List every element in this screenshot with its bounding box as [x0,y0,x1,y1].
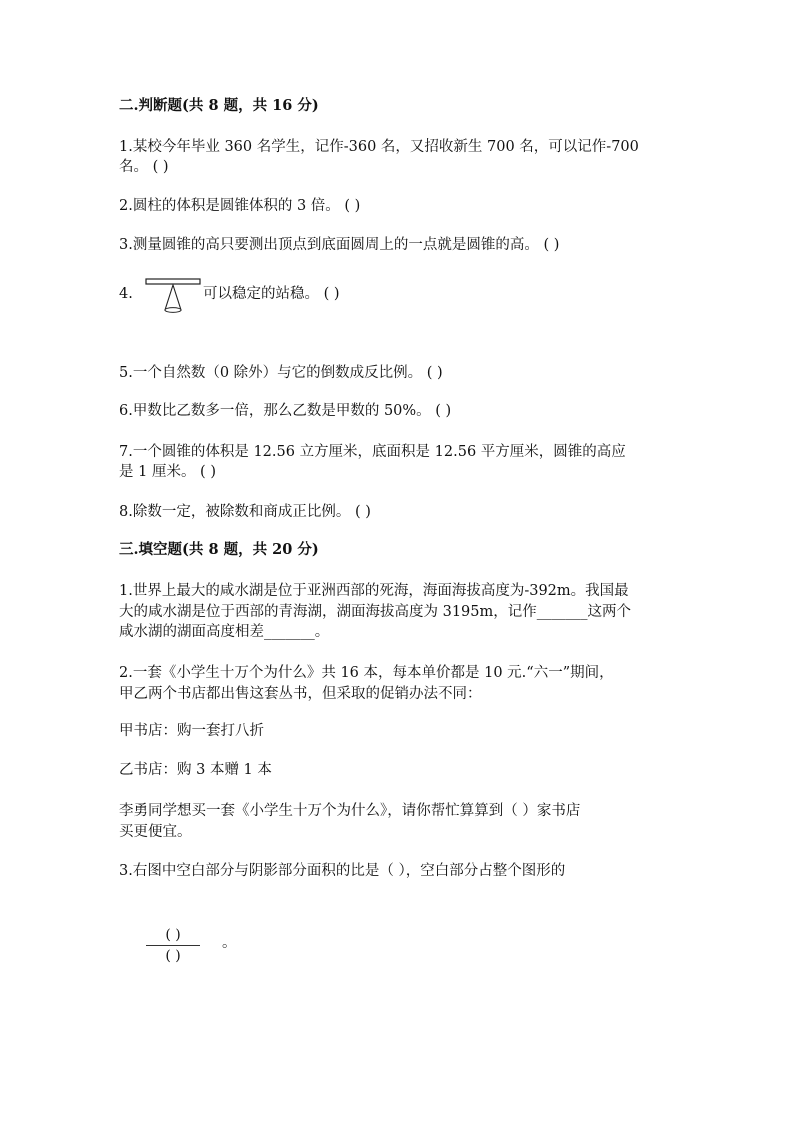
s3-q2-line1: 2.一套《小学生十万个为什么》共 16 本，每本单价都是 10 元.“六一”期间， [119,665,614,681]
s2-q7-line2: 是 1 厘米。 ( ) [119,464,216,480]
fraction-blank [146,926,200,965]
s2-q1-line1: 1.某校今年毕业 360 名学生，记作-360 名，又招收新生 700 名，可以记作-700 [119,139,639,155]
s3-q2-store-b: 乙书店：购 3 本赠 1 本 [119,762,272,778]
fraction-bar [146,945,200,946]
section-2-heading: 二.判断题(共 8 题，共 16 分) [119,97,319,114]
s2-q4-text: 可以稳定的站稳。 ( ) [203,286,340,302]
s3-q1-line3: 咸水湖的湖面高度相差_______。 [119,624,330,640]
s2-q8: 8.除数一定，被除数和商成正比例。 ( ) [119,504,371,520]
s3-q1-line2: 大的咸水湖是位于西部的青海湖，湖面海拔高度为 3195m，记作_______这两个 [119,604,632,620]
s3-q2-line5: 李勇同学想买一套《小学生十万个为什么》，请你帮忙算算到（ ）家书店 [119,803,581,819]
s2-q6: 6.甲数比乙数多一倍，那么乙数是甲数的 50%。 ( ) [119,403,452,419]
s3-q1-line1: 1.世界上最大的咸水湖是位于亚洲西部的死海，海面海拔高度为-392m。我国最 [119,583,629,599]
section-3-heading: 三.填空题(共 8 题，共 20 分) [119,541,319,558]
s3-q3-line1: 3.右图中空白部分与阴影部分面积的比是（ ），空白部分占整个图形的 [119,863,566,879]
s2-q1-line2: 名。 ( ) [119,159,169,175]
s2-q7-line1: 7.一个圆锥的体积是 12.56 立方厘米，底面积是 12.56 平方厘米，圆锥的高应 [119,444,626,460]
s3-q2-store-a: 甲书店：购一套打八折 [119,723,264,739]
s2-q4-number: 4. [119,286,133,302]
fraction-period: 。 [222,935,237,951]
fraction-denominator: ( ) [165,948,181,964]
s2-q5: 5.一个自然数（0 除外）与它的倒数成反比例。 ( ) [119,365,443,381]
s3-q2-line6: 买更便宜。 [119,824,192,840]
s2-q3: 3.测量圆锥的高只要测出顶点到底面圆周上的一点就是圆锥的高。 ( ) [119,237,560,253]
s2-q2: 2.圆柱的体积是圆锥体积的 3 倍。 ( ) [119,198,361,214]
s3-q2-line2: 甲乙两个书店都出售这套丛书，但采取的促销办法不同： [119,686,482,702]
cone-board-figure [145,278,201,318]
fraction-numerator: ( ) [165,927,181,943]
